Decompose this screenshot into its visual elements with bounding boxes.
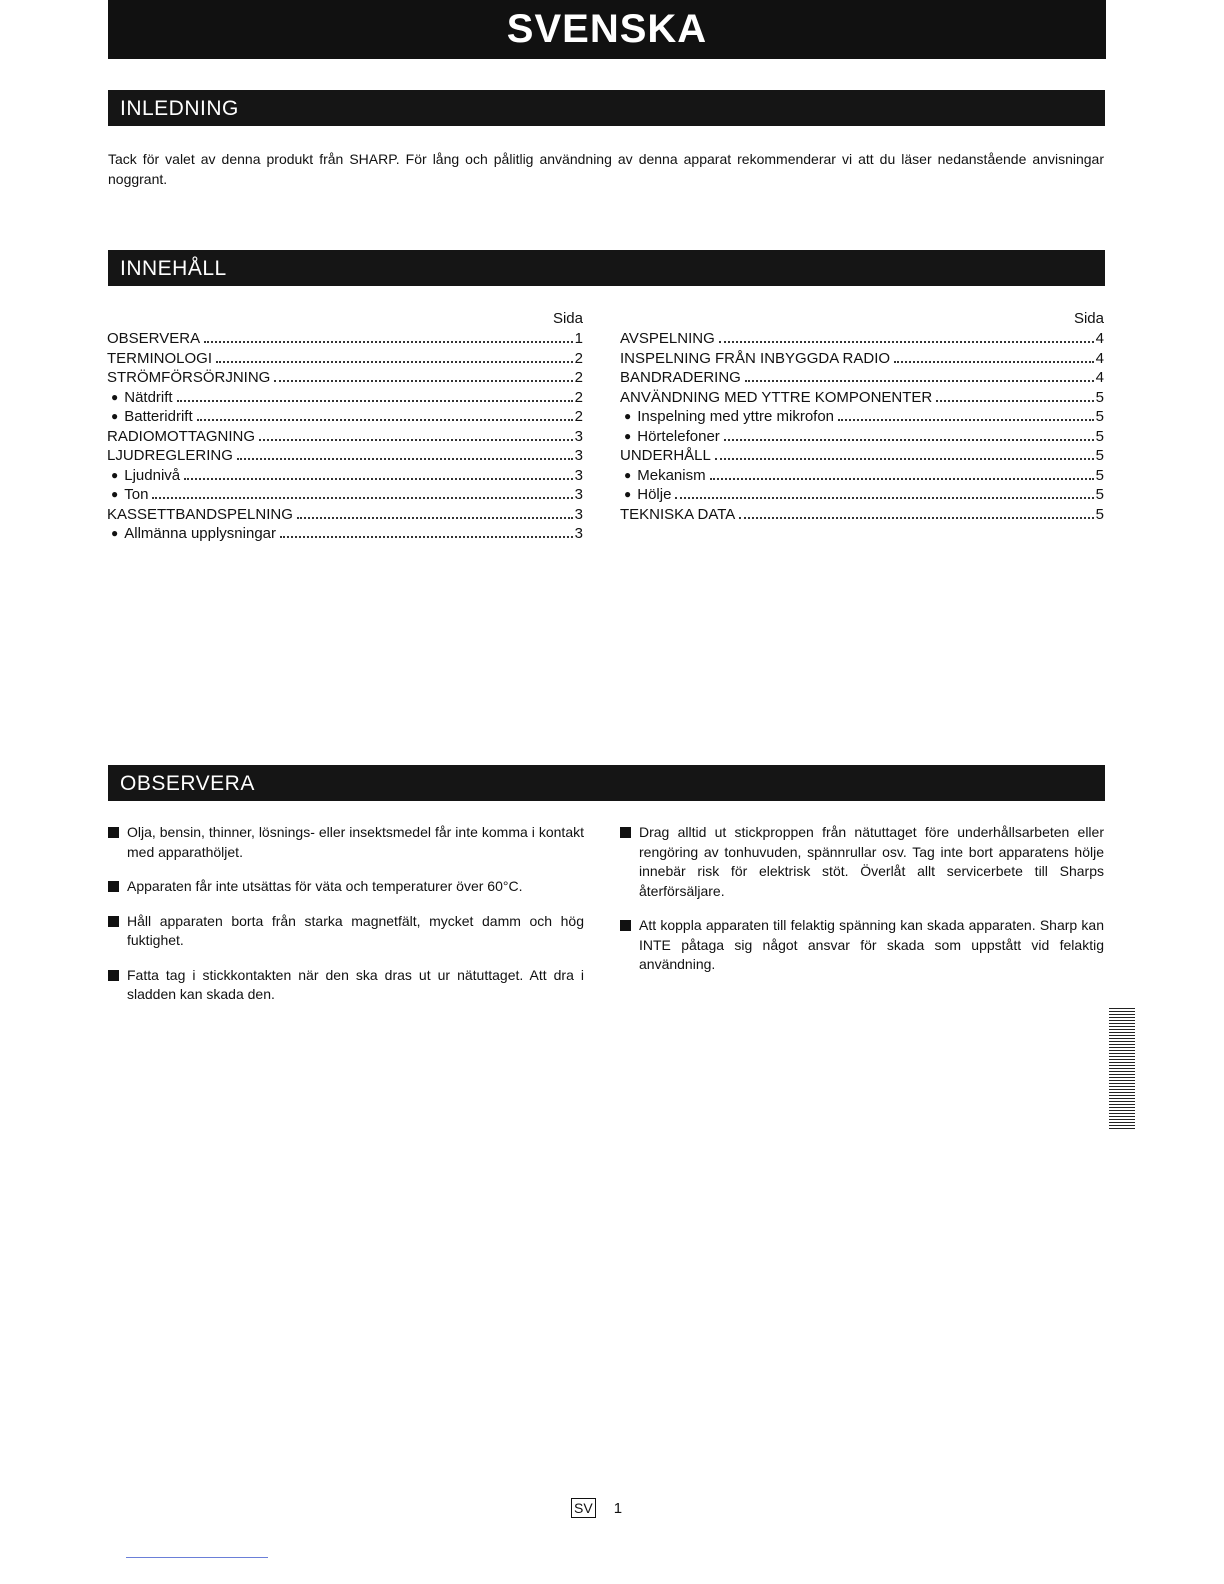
toc-entry-label: ● Hölje: [620, 485, 671, 506]
toc-entry: [620, 485, 1104, 505]
toc-entry-page: 5: [1095, 447, 1104, 464]
toc-entry: [620, 466, 1104, 486]
toc-leader-dots: [715, 458, 1094, 460]
toc-entry: [620, 368, 1104, 388]
toc-entry-label: BANDRADERING: [620, 369, 741, 386]
toc-entry-page: 2: [574, 369, 583, 386]
toc-leader-dots: [838, 419, 1094, 421]
toc-entry-page: 3: [574, 447, 583, 464]
toc-entry-page: 5: [1095, 466, 1104, 484]
toc-leader-dots: [675, 497, 1093, 499]
toc-leader-dots: [710, 478, 1094, 480]
page-title-bar: [108, 0, 1106, 59]
toc-entry: [107, 505, 583, 525]
square-bullet-icon: [108, 827, 119, 838]
toc-page-header: Sida: [1073, 310, 1104, 327]
toc-entry-label: STRÖMFÖRSÖRJNING: [107, 369, 271, 386]
toc-entry: [107, 446, 583, 466]
toc-right-column: [620, 309, 1104, 524]
notice-text: Håll apparaten borta från starka magnetfält, mycket damm och hög fuktighet.: [127, 912, 584, 948]
toc-left-column: [107, 309, 583, 544]
notice-text: Fatta tag i stickkontakten när den ska dras ut ur nätuttaget. Att dra i sladden kan skada den.: [127, 966, 584, 1002]
toc-entry-page: 2: [574, 388, 583, 406]
notice-text: Apparaten får inte utsättas för väta och temperaturer över 60°C.: [127, 878, 523, 894]
toc-leader-dots: [216, 361, 573, 363]
notice-text: Att koppla apparaten till felaktig spänning kan skada apparaten. Sharp kan INTE påtaga sig något ansvar för skada som uppstått vid felaktig användning.: [639, 917, 1104, 972]
toc-entry-label: RADIOMOTTAGNING: [107, 427, 256, 445]
toc-leader-dots: [184, 478, 573, 480]
toc-entry-label: AVSPELNING: [620, 330, 715, 347]
toc-leader-dots: [280, 536, 573, 538]
toc-entry-label: ● Allmänna upplysningar: [107, 524, 276, 545]
notice-item: [620, 823, 1104, 901]
square-bullet-icon: [620, 920, 631, 931]
intro-paragraph: Tack för valet av denna produkt från SHARP. För lång och pålitlig användning av denna apparat rekommenderar vi att du läser nedanstående anvisningar noggrant.: [108, 151, 1104, 187]
toc-entry-label: OBSERVERA: [107, 330, 201, 347]
toc-leader-dots: [745, 380, 1094, 382]
section-title-contents: INNEHÅLL: [120, 257, 227, 280]
toc-leader-dots: [724, 439, 1094, 441]
toc-entry: [620, 349, 1104, 369]
toc-entry: [107, 427, 583, 447]
toc-leader-dots: [197, 419, 573, 421]
section-header-intro: [108, 90, 1105, 126]
toc-entry-page: 5: [1095, 408, 1104, 425]
toc-entry-label: ANVÄNDNING MED YTTRE KOMPONENTER: [620, 388, 933, 406]
edge-index-marker: [1109, 1008, 1135, 1130]
toc-entry-page: 3: [574, 486, 583, 503]
toc-entry-page: 5: [1095, 505, 1104, 523]
toc-leader-dots: [739, 517, 1093, 519]
toc-entry-page: 3: [574, 466, 583, 484]
page-footer: [571, 1498, 622, 1518]
toc-entry-page: 2: [574, 408, 583, 425]
notice-item: [620, 916, 1104, 975]
toc-entry-page: 5: [1095, 388, 1104, 406]
notice-item: [108, 877, 584, 897]
language-code-box: SV: [571, 1498, 596, 1518]
toc-entry-label: TERMINOLOGI: [107, 349, 213, 367]
section-header-notice: [108, 765, 1105, 801]
section-title-intro: INLEDNING: [120, 97, 239, 120]
toc-entry-page: 3: [574, 505, 583, 523]
square-bullet-icon: [108, 881, 119, 892]
toc-entry: [107, 368, 583, 388]
toc-entry-label: ● Nätdrift: [107, 388, 173, 409]
toc-entry-page: 2: [574, 349, 583, 367]
toc-entry-page: 4: [1095, 369, 1104, 386]
toc-entry: [620, 446, 1104, 466]
toc-entry-page: 5: [1095, 427, 1104, 445]
toc-entry: [107, 524, 583, 544]
toc-entry: [107, 329, 583, 349]
section-title-notice: OBSERVERA: [120, 772, 255, 795]
toc-entry: [107, 466, 583, 486]
toc-entry-label: KASSETTBANDSPELNING: [107, 505, 293, 523]
toc-entry-label: ● Inspelning med yttre mikrofon: [620, 407, 834, 428]
notice-left-column: [108, 823, 584, 1020]
toc-entry-label: ● Mekanism: [620, 466, 706, 487]
toc-entry-page: 4: [1095, 330, 1104, 347]
toc-entry-page: 3: [574, 525, 583, 542]
toc-entry-page: 1: [574, 330, 583, 347]
notice-right-column: [620, 823, 1104, 990]
notice-item: [108, 966, 584, 1005]
toc-page-header: Sida: [552, 310, 583, 327]
toc-entry-label: UNDERHÅLL: [620, 447, 711, 464]
toc-leader-dots: [936, 400, 1093, 402]
notice-item: [108, 823, 584, 862]
toc-entry: [107, 485, 583, 505]
toc-entry: [620, 427, 1104, 447]
square-bullet-icon: [108, 970, 119, 981]
square-bullet-icon: [108, 916, 119, 927]
toc-leader-dots: [177, 400, 573, 402]
toc-leader-dots: [274, 380, 572, 382]
toc-entry-label: INSPELNING FRÅN INBYGGDA RADIO: [620, 349, 891, 367]
page-number: 1: [613, 1499, 623, 1517]
toc-entry-page: 5: [1095, 486, 1104, 503]
toc-entry-label: ● Ljudnivå: [107, 466, 180, 487]
toc-entry: [107, 388, 583, 408]
toc-leader-dots: [297, 517, 573, 519]
toc-leader-dots: [259, 439, 573, 441]
toc-entry: [620, 505, 1104, 525]
notice-text: Drag alltid ut stickproppen från nätuttaget före underhållsarbeten eller rengöring av tonhuvuden, spännrullar osv. Tag inte bort apparatens hölje innebär risk för elektrisk stöt. Överlåt allt servicerbete till Sharps återförsäljare.: [639, 824, 1104, 899]
toc-entry: [107, 349, 583, 369]
toc-entry: [107, 407, 583, 427]
bottom-divider: [126, 1557, 268, 1558]
toc-entry: [620, 388, 1104, 408]
notice-item: [108, 912, 584, 951]
toc-entry-page: 4: [1095, 349, 1104, 367]
toc-entry-label: ● Hörtelefoner: [620, 427, 720, 448]
section-header-contents: [108, 250, 1105, 286]
toc-entry: [620, 329, 1104, 349]
toc-entry-label: LJUDREGLERING: [107, 447, 233, 464]
toc-entry-page: 3: [574, 427, 583, 445]
toc-entry-label: TEKNISKA DATA: [620, 505, 736, 523]
toc-leader-dots: [237, 458, 573, 460]
toc-entry: [620, 407, 1104, 427]
toc-leader-dots: [152, 497, 572, 499]
notice-text: Olja, bensin, thinner, lösnings- eller insektsmedel får inte komma i kontakt med apparathöljet.: [127, 824, 584, 860]
toc-entry-label: ● Ton: [107, 485, 148, 506]
toc-leader-dots: [894, 361, 1094, 363]
square-bullet-icon: [620, 827, 631, 838]
toc-leader-dots: [204, 341, 573, 343]
toc-leader-dots: [719, 341, 1094, 343]
toc-entry-label: ● Batteridrift: [107, 407, 193, 428]
page-title: SVENSKA: [506, 7, 708, 51]
